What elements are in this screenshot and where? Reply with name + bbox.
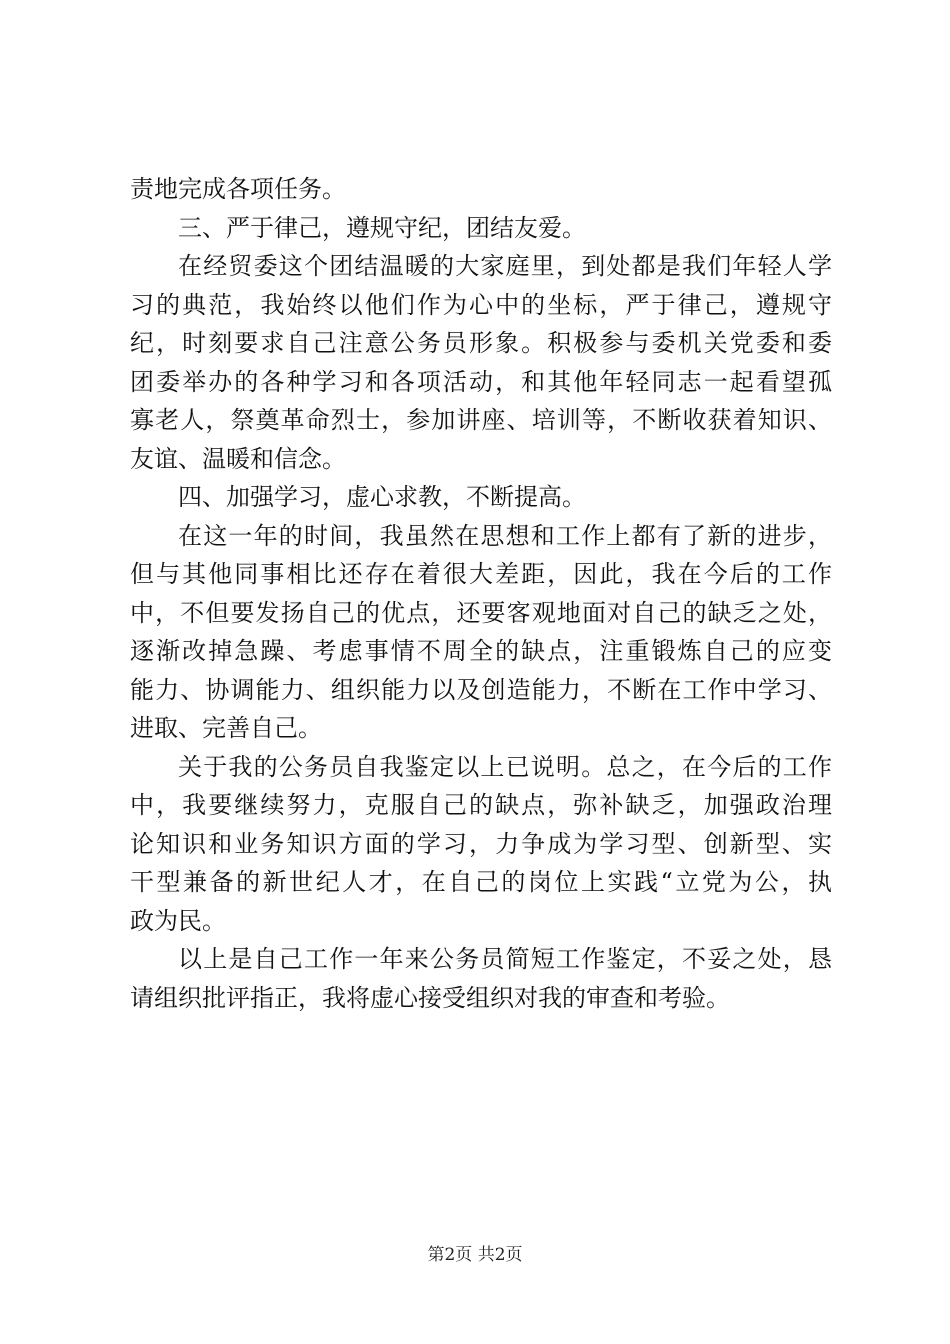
text-line: 能力、协调能力、组织能力以及创造能力，不断在工作中学习、 xyxy=(130,675,832,704)
section-heading: 三、严于律己，遵规守纪，团结友爱。 xyxy=(178,213,586,242)
text-line: 在这一年的时间，我虽然在思想和工作上都有了新的进步， xyxy=(178,521,832,550)
text-line: 纪，时刻要求自己注意公务员形象。积极参与委机关党委和委 xyxy=(130,329,832,357)
text-line: 友谊、温暖和信念。 xyxy=(130,444,346,473)
text-line: 责地完成各项任务。 xyxy=(130,175,346,203)
text-line: 关于我的公务员自我鉴定以上已说明。总之，在今后的工作 xyxy=(178,752,832,781)
text-line: 寡老人，祭奠革命烈士，参加讲座、培训等，不断收获着知识、 xyxy=(130,406,832,434)
text-line: 习的典范，我始终以他们作为心中的坐标，严于律己，遵规守 xyxy=(130,290,832,319)
text-line: 中，我要继续努力，克服自己的缺点，弥补缺乏，加强政治理 xyxy=(130,791,832,819)
text-line: 进取、完善自己。 xyxy=(130,714,322,742)
text-line: 请组织批评指正，我将虚心接受组织对我的审查和考验。 xyxy=(130,983,730,1012)
page-number-footer: 第2页 共2页 xyxy=(427,1245,523,1265)
text-line: 以上是自己工作一年来公务员简短工作鉴定，不妥之处，恳 xyxy=(178,945,832,973)
text-line: 干型兼备的新世纪人才，在自己的岗位上实践“立党为公，执 xyxy=(130,868,832,896)
text-line: 在经贸委这个团结温暖的大家庭里，到处都是我们年轻人学 xyxy=(178,252,832,280)
text-line: 逐渐改掉急躁、考虑事情不周全的缺点，注重锻炼自己的应变 xyxy=(130,637,832,665)
text-line: 但与其他同事相比还存在着很大差距，因此，我在今后的工作 xyxy=(130,560,832,588)
section-heading: 四、加强学习，虚心求教，不断提高。 xyxy=(178,483,586,511)
text-line: 论知识和业务知识方面的学习，力争成为学习型、创新型、实 xyxy=(130,829,832,858)
text-line: 团委举办的各种学习和各项活动，和其他年轻同志一起看望孤 xyxy=(130,367,832,396)
document-body xyxy=(130,170,832,1017)
text-line: 中，不但要发扬自己的优点，还要客观地面对自己的缺乏之处， xyxy=(130,598,832,627)
text-line: 政为民。 xyxy=(130,906,226,935)
